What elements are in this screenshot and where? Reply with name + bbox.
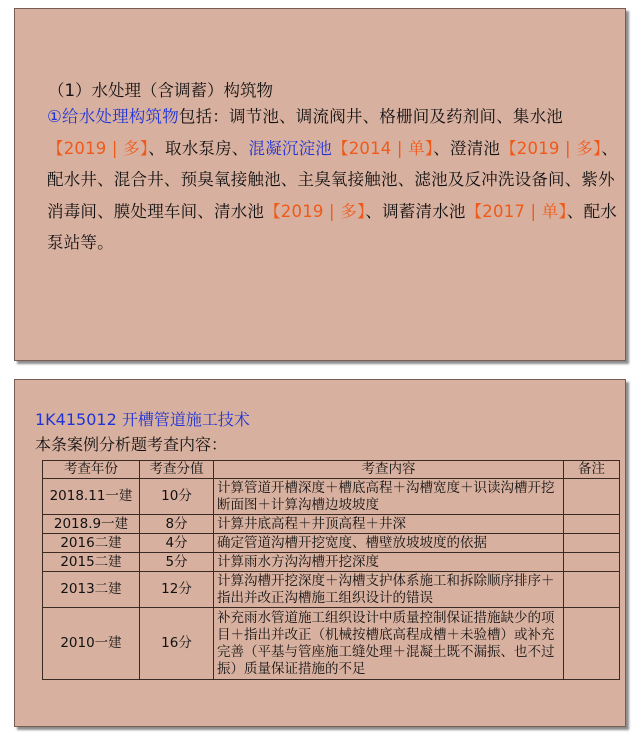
table-row (43, 515, 620, 534)
col-header-content: 考查内容 (214, 461, 564, 479)
paragraph-text: 、澄清池 (433, 138, 501, 158)
cell-score: 8分 (140, 515, 214, 534)
paragraph-text: 、调蓄清水池 (365, 201, 466, 221)
cell-score: 16分 (140, 608, 214, 680)
section-heading: （1）水处理（含调蓄）构筑物 (48, 81, 273, 100)
exam-tag: 【2019 | 多】 (500, 138, 602, 158)
table-row (43, 553, 620, 572)
col-header-year: 考查年份 (43, 461, 140, 479)
cell-content: 补充雨水管道施工组织设计中质量控制保证措施缺少的项目＋指出并改正（机械按槽底高程成槽＋未验槽）或补充完善（平基与管座施工缝处理＋混凝土既不漏振、也不过振）质量保证措施的不足 (214, 608, 564, 680)
water-treatment-card (14, 8, 626, 361)
cell-year: 2015二建 (43, 553, 140, 572)
cell-content: 计算井底高程＋井顶高程＋井深 (214, 515, 564, 534)
section-title: 1K415012 开槽管道施工技术 (35, 410, 250, 429)
table-header-row (43, 461, 620, 479)
cell-score: 12分 (140, 572, 214, 608)
table-row (43, 608, 620, 680)
paragraph-text: 包括：调节池、调流阀井、格栅间及药剂间、集水池 (178, 107, 564, 126)
cell-score: 5分 (140, 553, 214, 572)
cell-year: 2018.9一建 (43, 515, 140, 534)
exam-tag: 【2019 | 多】 (264, 201, 366, 221)
cell-score: 10分 (140, 479, 214, 515)
paragraph-text: 、配水泵站等。 (47, 201, 618, 252)
table-row (43, 479, 620, 515)
trench-pipe-card (14, 379, 626, 727)
cell-note (564, 553, 620, 572)
cell-note (564, 479, 620, 515)
col-header-score: 考查分值 (140, 461, 214, 479)
cell-content: 确定管道沟槽开挖宽度、槽壁放坡坡度的依据 (214, 534, 564, 553)
paragraph-text: 、取水泵房、 (148, 138, 249, 158)
exam-tag: 【2017 | 单】 (465, 201, 567, 221)
cell-score: 4分 (140, 534, 214, 553)
cell-year: 2013二建 (43, 572, 140, 608)
highlight-term: 混凝沉淀池 (248, 138, 332, 158)
section-subtitle: 本条案例分析题考查内容： (35, 435, 228, 454)
paragraph-text: 、配水井、混合井、预臭氧接触池、主臭氧接触池、滤池及反冲洗设备间、紫外消毒间、膜处理车间、清水池 (47, 138, 619, 221)
cell-year: 2010一建 (43, 608, 140, 680)
cell-note (564, 515, 620, 534)
exam-tag: 【2019 | 多】 (47, 138, 149, 158)
cell-note (564, 608, 620, 680)
highlight-term: ①给水处理构筑物 (47, 107, 179, 126)
table-row (43, 572, 620, 608)
cell-note (564, 534, 620, 553)
cell-note (564, 572, 620, 608)
structures-paragraph (47, 101, 622, 259)
cell-year: 2016二建 (43, 534, 140, 553)
exam-tag: 【2014 | 单】 (332, 138, 434, 158)
exam-table (42, 460, 620, 680)
cell-year: 2018.11一建 (43, 479, 140, 515)
cell-content: 计算管道开槽深度＋槽底高程＋沟槽宽度＋识读沟槽开挖断面图＋计算沟槽边坡坡度 (214, 479, 564, 515)
col-header-note: 备注 (564, 461, 620, 479)
cell-content: 计算沟槽开挖深度＋沟槽支护体系施工和拆除顺序排序＋指出并改正沟槽施工组织设计的错误 (214, 572, 564, 608)
cell-content: 计算雨水方沟沟槽开挖深度 (214, 553, 564, 572)
table-row (43, 534, 620, 553)
